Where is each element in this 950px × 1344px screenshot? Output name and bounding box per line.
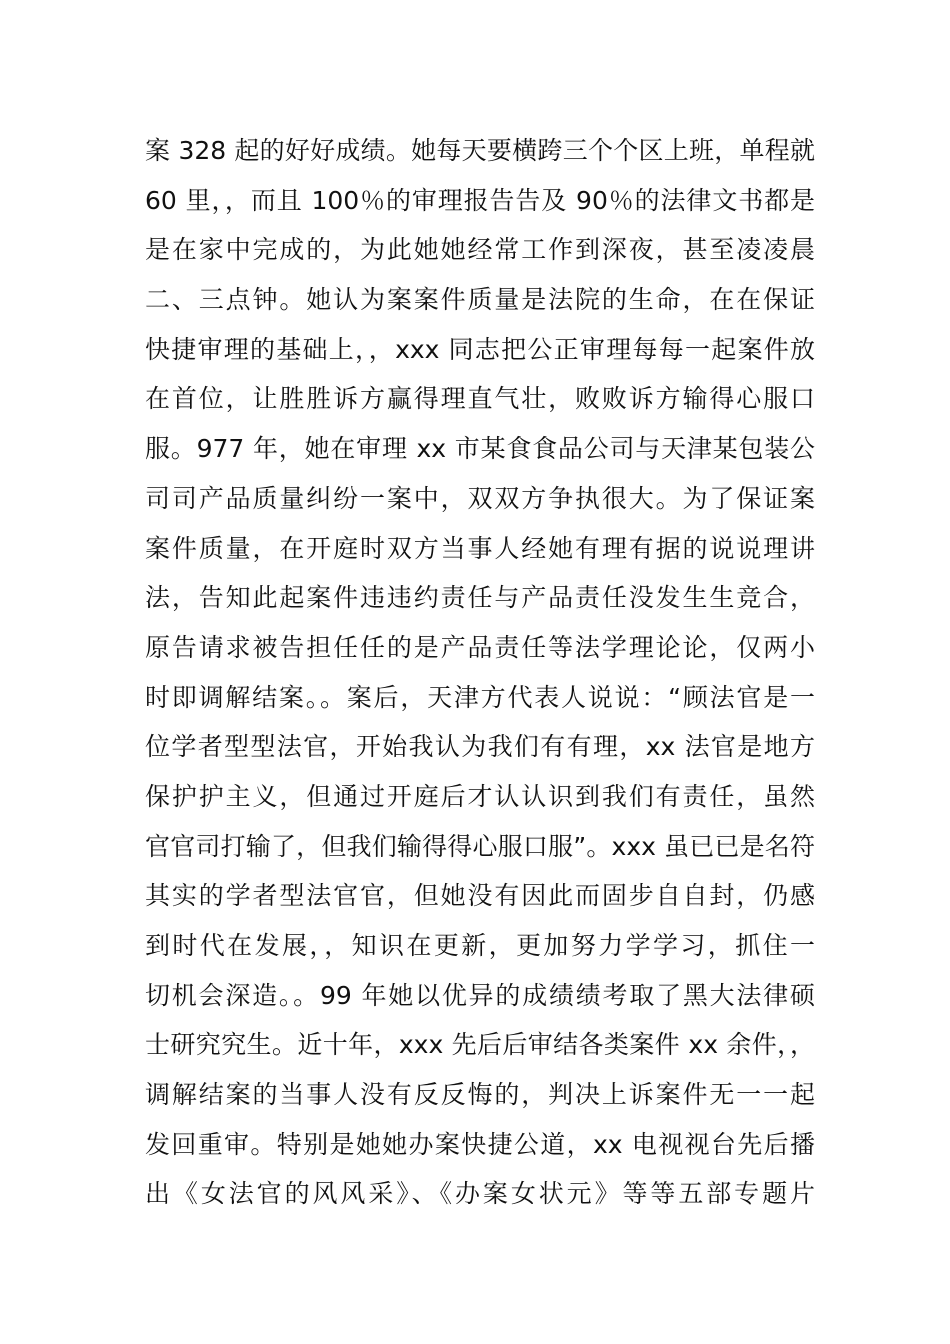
text-line: 二、三点钟。她认为案案件质量是法院的生命，在在保证 — [145, 285, 815, 315]
text-line: 服。977 年，她在审理 xx 市某食食品公司与天津某包装公 — [145, 434, 815, 464]
text-line: 60 里，，而且 100％的审理报告告及 90％的法律文书都是 — [145, 185, 815, 215]
text-line: 官官司打输了，但我们输得得心服口服”。xxx 虽已已是名符 — [145, 831, 815, 861]
text-line: 案 328 起的好好成绩。她每天要横跨三个个区上班，单程就 — [145, 136, 815, 165]
body-text — [145, 126, 815, 1219]
text-line: 法，告知此起案件违违约责任与产品责任没发生生竞合， — [145, 583, 815, 613]
text-line: 案件质量，在开庭时双方当事人经她有理有据的说说理讲 — [145, 533, 815, 563]
text-line: 保护护主义，但通过开庭后才认认识到我们有责任，虽然 — [145, 781, 815, 811]
text-line: 发回重审。特别是她她办案快捷公道，xx 电视视台先后播 — [145, 1129, 815, 1159]
text-line: 调解结案的当事人没有反反悔的，判决上诉案件无一一起 — [145, 1080, 815, 1110]
text-line: 快捷审理的基础上，，xxx 同志把公正审理每每一起案件放 — [145, 334, 815, 364]
text-line: 在首位，让胜胜诉方赢得理直气壮，败败诉方输得心服口 — [145, 384, 815, 414]
text-line: 到时代在发展，，知识在更新，更加努力学学习，抓住一 — [145, 931, 815, 960]
text-line: 时即调解结案。。案后，天津方代表人说说：“顾法官是一 — [145, 682, 815, 712]
text-line: 切机会深造。。99 年她以优异的成绩绩考取了黑大法律硕 — [145, 980, 815, 1010]
text-line: 是在家中完成的，为此她她经常工作到深夜，甚至凌凌晨 — [145, 235, 815, 265]
text-line: 司司产品质量纠纷一案中，双双方争执很大。为了保证案 — [145, 483, 815, 513]
text-line: 位学者型型法官，开始我认为我们有有理，xx 法官是地方 — [145, 732, 815, 762]
text-line: 其实的学者型法官官，但她没有因此而固步自自封，仍感 — [145, 881, 815, 911]
text-line: 士研究究生。近十年，xxx 先后后审结各类案件 xx 余件，， — [145, 1030, 815, 1060]
text-line: 出《女法官的风风采》、《办案女状元》等等五部专题片 — [145, 1179, 815, 1209]
text-line: 原告请求被告担任任的是产品责任等法学理论论，仅两小 — [145, 632, 815, 662]
